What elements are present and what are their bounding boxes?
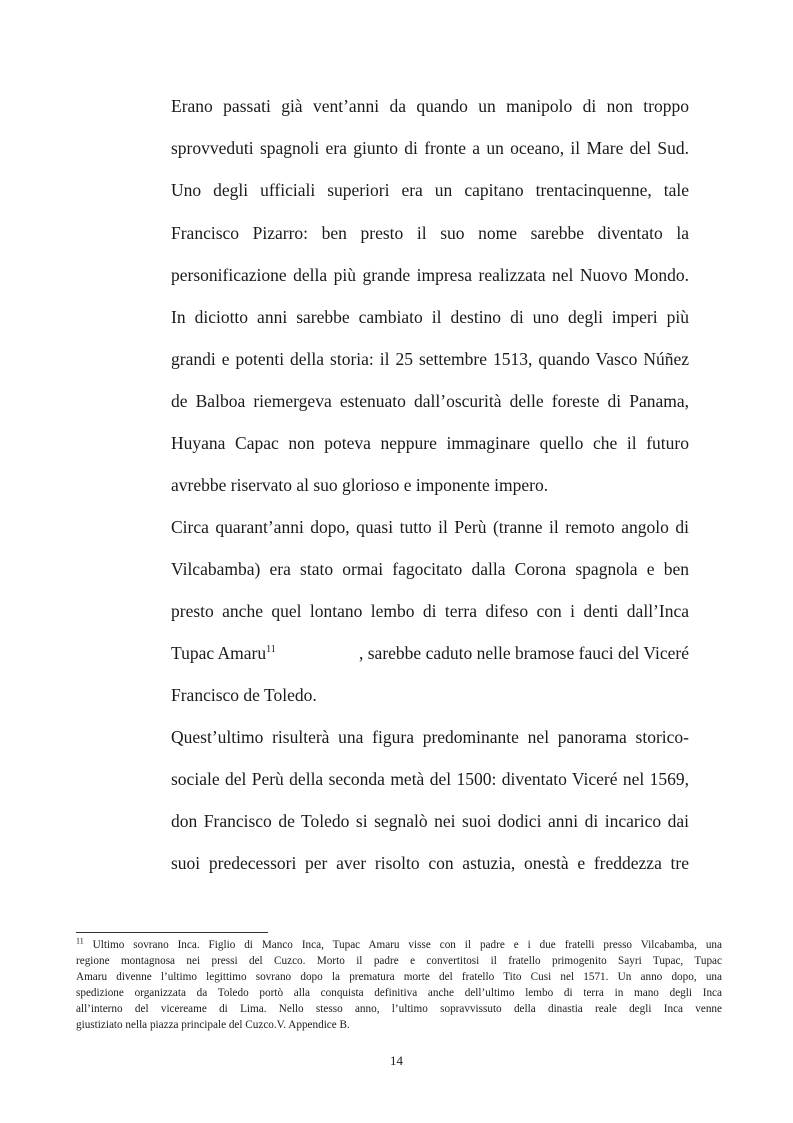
footnote-reference[interactable]: 11 <box>266 644 276 656</box>
body-line-with-footnote <box>171 641 689 665</box>
body-line: sprovveduti spagnoli era giunto di fronte a un oceano, il Mare del Sud. <box>171 138 689 158</box>
footnote-line: giustiziato nella piazza principale del Cuzco.V. Appendice B. <box>76 1019 350 1031</box>
footnote-line: all’interno del vicereame di Lima. Nello stesso anno, l’ultimo sopravvissuto della dinastia reale degli Inca venne <box>76 1003 722 1015</box>
body-line: sociale del Perù della seconda metà del 1500: diventato Viceré nel 1569, <box>171 769 689 789</box>
line-continuation: , sarebbe caduto nelle bramose fauci del Viceré <box>359 643 689 663</box>
body-line: don Francisco de Toledo si segnalò nei suoi dodici anni di incarico dai <box>171 811 689 831</box>
body-line: de Balboa riemergeva estenuato dall’oscurità delle foreste di Panama, <box>171 391 689 411</box>
line-text: Tupac Amaru <box>171 643 267 663</box>
footnote-number: 11 <box>76 936 84 946</box>
body-line: In diciotto anni sarebbe cambiato il destino di uno degli imperi più <box>171 307 689 327</box>
body-line: Quest’ultimo risulterà una figura predominante nel panorama storico- <box>171 727 689 747</box>
footnote-text: Ultimo sovrano Inca. Figlio di Manco Inca, Tupac Amaru visse con il padre e i due fratelli presso Vilcabamba, una <box>92 939 722 951</box>
footnote-line: spedizione organizzata da Toledo portò alla conquista definitiva anche dell’ultimo lembo di terra in mano degli Inca <box>76 987 722 999</box>
footnote-line: Amaru divenne l’ultimo legittimo sovrano dopo la prematura morte del fratello Tito Cusi nel 1571. Un anno dopo, una <box>76 971 722 983</box>
footnote-separator <box>76 932 268 933</box>
body-line: grandi e potenti della storia: il 25 settembre 1513, quando Vasco Núñez <box>171 349 689 369</box>
body-line: Huyana Capac non poteva neppure immaginare quello che il futuro <box>171 433 689 453</box>
body-line: Francisco de Toledo. <box>171 685 317 705</box>
body-line: Uno degli ufficiali superiori era un capitano trentacinquenne, tale <box>171 180 689 200</box>
body-line: presto anche quel lontano lembo di terra difeso con i denti dall’Inca <box>171 601 689 621</box>
body-line: Circa quarant’anni dopo, quasi tutto il Perù (tranne il remoto angolo di <box>171 517 689 537</box>
body-line: avrebbe riservato al suo glorioso e imponente impero. <box>171 475 549 495</box>
footnote-line: regione montagnosa nei pressi del Cuzco. Morto il padre e convertitosi il fratello primogenito Sayri Tupac, Tupac <box>76 955 722 967</box>
body-line: Erano passati già vent’anni da quando un manipolo di non troppo <box>171 96 689 116</box>
body-line: Vilcabamba) era stato ormai fagocitato dalla Corona spagnola e ben <box>171 559 689 579</box>
footnote-line <box>76 938 722 954</box>
page-number: 14 <box>390 1053 403 1068</box>
body-line: personificazione della più grande impresa realizzata nel Nuovo Mondo. <box>171 265 689 285</box>
body-line: Francisco Pizarro: ben presto il suo nome sarebbe diventato la <box>171 223 689 243</box>
body-line: suoi predecessori per aver risolto con astuzia, onestà e freddezza tre <box>171 853 689 873</box>
tupac-amaru-text <box>171 641 276 665</box>
